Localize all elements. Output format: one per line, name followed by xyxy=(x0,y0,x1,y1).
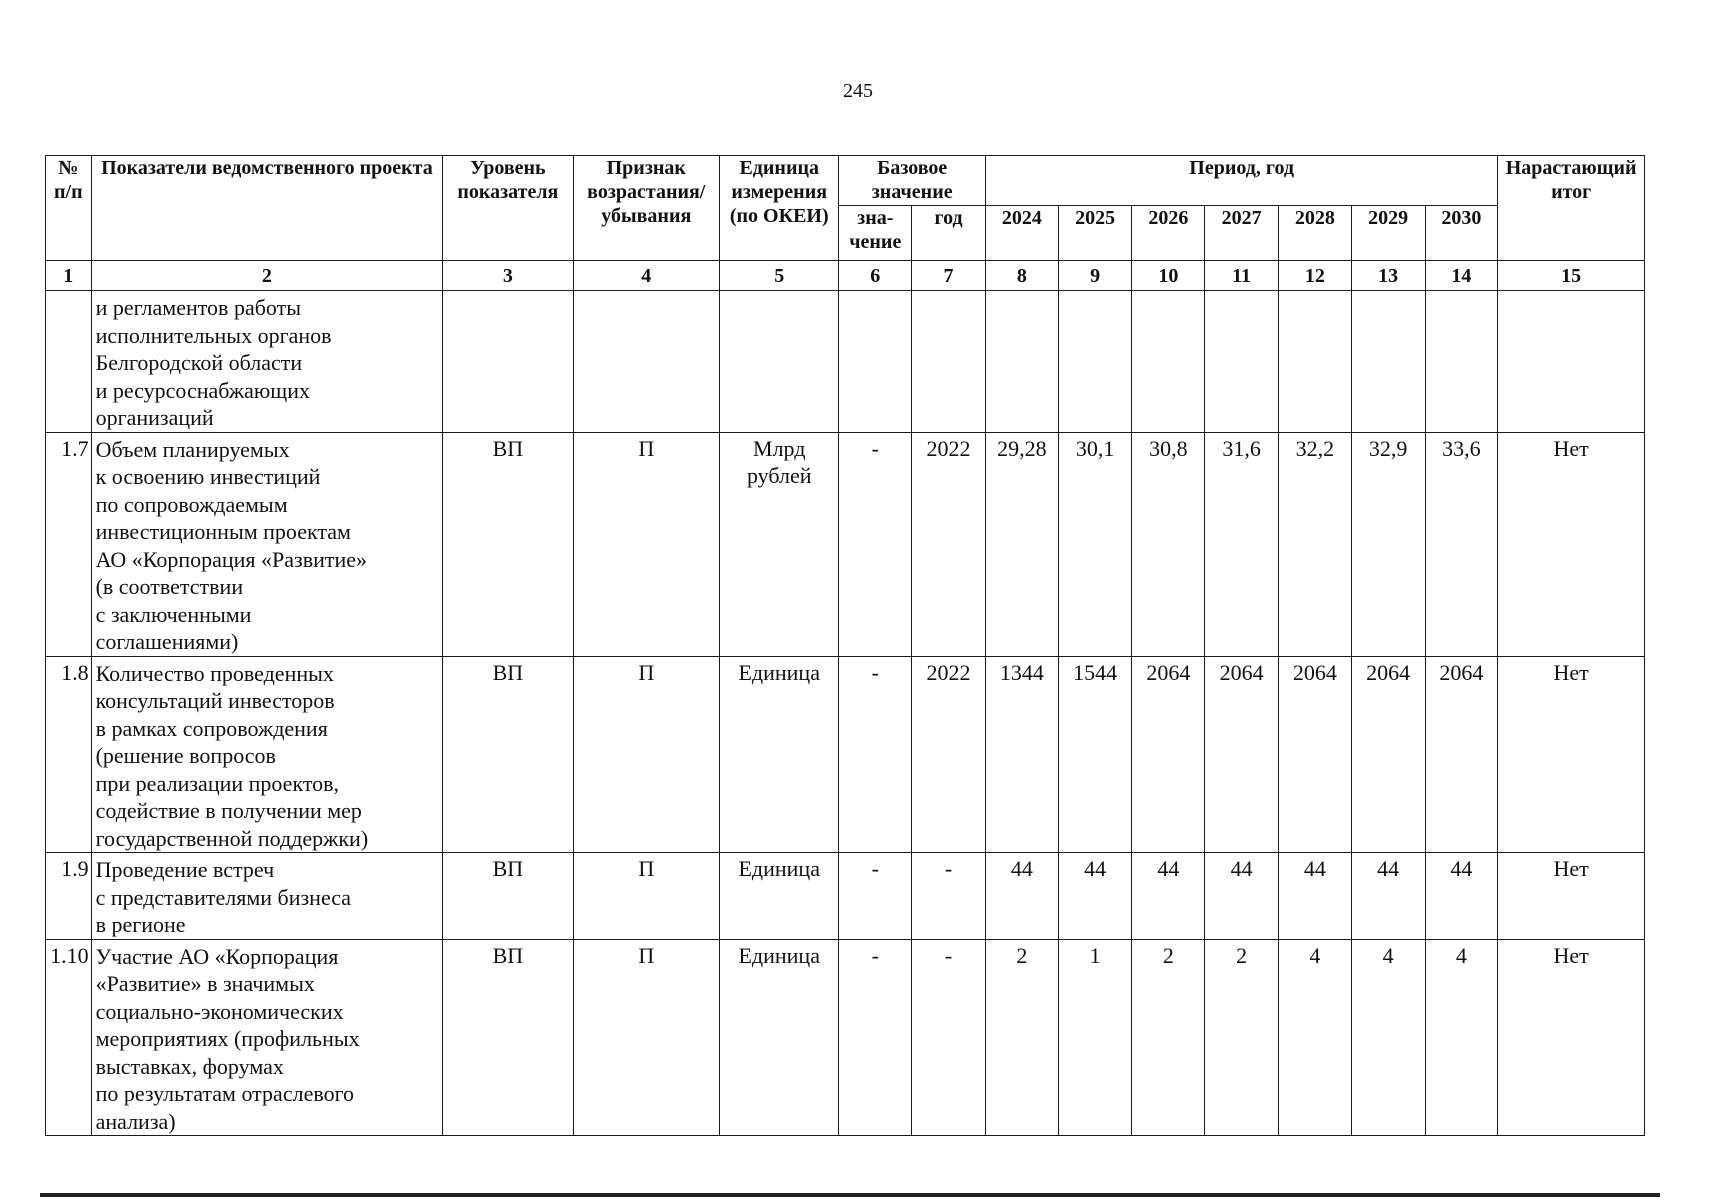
table-row xyxy=(46,291,1645,433)
row-base-year: 2022 xyxy=(912,432,986,656)
row-value: 31,6 xyxy=(1205,432,1279,656)
row-num: 1.9 xyxy=(46,853,92,940)
row-value: 2064 xyxy=(1351,656,1425,853)
header-base-value: зна- чение xyxy=(839,206,912,261)
row-name: Количество проведенных консультаций инвесторов в рамках сопровождения (решение вопросов при реализации проектов, содействие в получении мер государственной поддержки) xyxy=(91,656,443,853)
column-number: 11 xyxy=(1205,261,1279,291)
row-level: ВП xyxy=(443,939,573,1136)
row-unit: Млрд рублей xyxy=(720,432,839,656)
row-value xyxy=(1278,291,1351,433)
row-name: Проведение встреч с представителями бизнеса в регионе xyxy=(91,853,443,940)
row-cumulative: Нет xyxy=(1498,939,1645,1136)
row-unit: Единица xyxy=(720,939,839,1136)
row-base-value: - xyxy=(839,853,912,940)
row-value: 32,9 xyxy=(1351,432,1425,656)
header-name: Показатели ведомственного проекта xyxy=(91,156,443,261)
page-number: 245 xyxy=(843,80,873,102)
row-value: 44 xyxy=(985,853,1058,940)
table-row xyxy=(46,939,1645,1136)
row-value: 44 xyxy=(1351,853,1425,940)
row-value: 32,2 xyxy=(1278,432,1351,656)
column-number: 3 xyxy=(443,261,573,291)
row-num: 1.8 xyxy=(46,656,92,853)
column-number: 7 xyxy=(912,261,986,291)
row-level: ВП xyxy=(443,432,573,656)
row-value xyxy=(1132,291,1205,433)
row-value: 4 xyxy=(1351,939,1425,1136)
row-num: 1.7 xyxy=(46,432,92,656)
row-value: 30,1 xyxy=(1058,432,1132,656)
row-value: 1344 xyxy=(985,656,1058,853)
bottom-rule xyxy=(40,1193,1660,1197)
row-base-value xyxy=(839,291,912,433)
row-value: 29,28 xyxy=(985,432,1058,656)
row-value: 2 xyxy=(985,939,1058,1136)
header-year: 2026 xyxy=(1132,206,1205,261)
row-unit xyxy=(720,291,839,433)
column-number: 6 xyxy=(839,261,912,291)
header-year: 2028 xyxy=(1278,206,1351,261)
header-year: 2025 xyxy=(1058,206,1132,261)
row-cumulative: Нет xyxy=(1498,656,1645,853)
row-num xyxy=(46,291,92,433)
column-number: 14 xyxy=(1425,261,1498,291)
row-level: ВП xyxy=(443,656,573,853)
row-value: 44 xyxy=(1132,853,1205,940)
column-number: 2 xyxy=(91,261,443,291)
row-value: 33,6 xyxy=(1425,432,1498,656)
indicators-table xyxy=(45,155,1645,1136)
row-unit: Единица xyxy=(720,853,839,940)
column-number: 9 xyxy=(1058,261,1132,291)
row-cumulative: Нет xyxy=(1498,432,1645,656)
row-base-value: - xyxy=(839,432,912,656)
column-number: 12 xyxy=(1278,261,1351,291)
row-base-value: - xyxy=(839,656,912,853)
row-trend: П xyxy=(573,939,720,1136)
row-value xyxy=(985,291,1058,433)
row-trend: П xyxy=(573,656,720,853)
header-year: 2029 xyxy=(1351,206,1425,261)
row-trend: П xyxy=(573,432,720,656)
row-num: 1.10 xyxy=(46,939,92,1136)
row-value xyxy=(1058,291,1132,433)
row-base-value: - xyxy=(839,939,912,1136)
column-number: 4 xyxy=(573,261,720,291)
row-base-year: 2022 xyxy=(912,656,986,853)
row-base-year xyxy=(912,291,986,433)
row-value: 2064 xyxy=(1205,656,1279,853)
header-year: 2030 xyxy=(1425,206,1498,261)
column-number: 13 xyxy=(1351,261,1425,291)
row-trend xyxy=(573,291,720,433)
row-level: ВП xyxy=(443,853,573,940)
row-value: 1 xyxy=(1058,939,1132,1136)
row-value: 4 xyxy=(1425,939,1498,1136)
row-value: 2064 xyxy=(1132,656,1205,853)
row-value: 44 xyxy=(1278,853,1351,940)
column-number: 5 xyxy=(720,261,839,291)
row-name: Участие АО «Корпорация «Развитие» в значимых социально-экономических мероприятиях (профильных выставках, форумах по результатам отраслевого анализа) xyxy=(91,939,443,1136)
row-value: 2 xyxy=(1132,939,1205,1136)
header-trend: Признак возрастания/ убывания xyxy=(573,156,720,261)
row-base-year: - xyxy=(912,939,986,1136)
row-value: 30,8 xyxy=(1132,432,1205,656)
column-number: 10 xyxy=(1132,261,1205,291)
row-unit: Единица xyxy=(720,656,839,853)
row-cumulative: Нет xyxy=(1498,853,1645,940)
column-number: 15 xyxy=(1498,261,1645,291)
header-level: Уровень показателя xyxy=(443,156,573,261)
row-value: 44 xyxy=(1205,853,1279,940)
row-value: 4 xyxy=(1278,939,1351,1136)
row-base-year: - xyxy=(912,853,986,940)
table-row xyxy=(46,432,1645,656)
row-value: 44 xyxy=(1425,853,1498,940)
row-value xyxy=(1425,291,1498,433)
row-value: 1544 xyxy=(1058,656,1132,853)
header-year: 2024 xyxy=(985,206,1058,261)
row-name: и регламентов работы исполнительных органов Белгородской области и ресурсоснабжающих организаций xyxy=(91,291,443,433)
row-cumulative xyxy=(1498,291,1645,433)
column-number: 1 xyxy=(46,261,92,291)
header-unit: Единица измерения (по ОКЕИ) xyxy=(720,156,839,261)
table-row xyxy=(46,853,1645,940)
row-value: 2 xyxy=(1205,939,1279,1136)
row-level xyxy=(443,291,573,433)
column-number: 8 xyxy=(985,261,1058,291)
row-value xyxy=(1351,291,1425,433)
row-value xyxy=(1205,291,1279,433)
header-year: 2027 xyxy=(1205,206,1279,261)
table-header xyxy=(46,156,1645,291)
row-value: 2064 xyxy=(1278,656,1351,853)
header-period: Период, год xyxy=(985,156,1497,206)
header-base-year: год xyxy=(912,206,986,261)
header-cumulative: Нарастающий итог xyxy=(1498,156,1645,261)
header-base: Базовое значение xyxy=(839,156,986,206)
table-row xyxy=(46,656,1645,853)
row-value: 44 xyxy=(1058,853,1132,940)
header-num: № п/п xyxy=(46,156,92,261)
row-name: Объем планируемых к освоению инвестиций по сопровождаемым инвестиционным проектам АО «Корпорация «Развитие» (в соответствии с заключенными соглашениями) xyxy=(91,432,443,656)
row-value: 2064 xyxy=(1425,656,1498,853)
row-trend: П xyxy=(573,853,720,940)
